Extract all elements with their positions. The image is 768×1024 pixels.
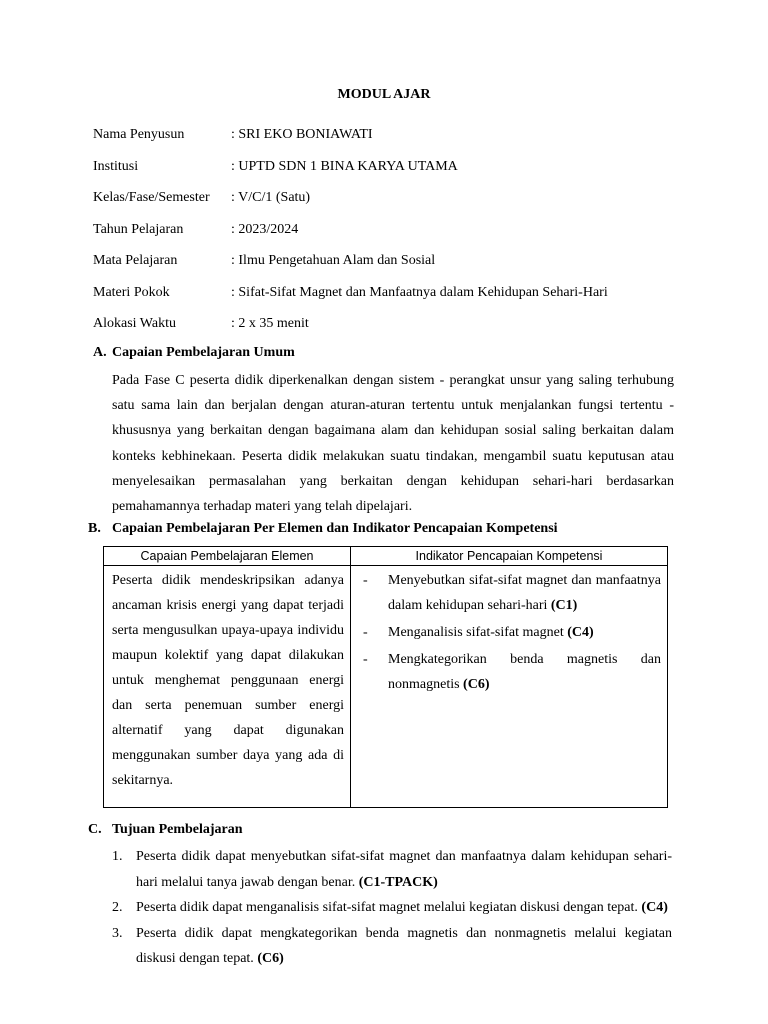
section-a-paragraph: Pada Fase C peserta didik diperkenalkan dengan sistem - perangkat unsur yang saling terhubung satu sama lain dan berjalan dengan aturan-aturan tertentu untuk menjalankan fungsi tertentu - khususnya yang berkaitan dengan bagaimana alam dan kehidupan sosial saling berkaitan dalam konteks kebhinekaan. Peserta didik melakukan suatu tindakan, mengambil suatu keputusan atau menyelesaikan permasalahan yang berkaitan dengan kehidupan sehari-hari berdasarkan pemahamannya terhadap materi yang telah dipelajari. — [112, 373, 674, 515]
indicator-text: Menganalisis sifat-sifat magnet — [388, 625, 564, 640]
goal-number: 1. — [112, 849, 123, 864]
info-value: : Sifat-Sifat Magnet dan Manfaatnya dalam Kehidupan Sehari-Hari — [231, 284, 608, 300]
list-item — [363, 647, 661, 697]
list-item — [112, 844, 672, 895]
section-title: Tujuan Pembelajaran — [112, 822, 243, 837]
indicator-code: (C4) — [567, 625, 594, 640]
info-label: Kelas/Fase/Semester — [93, 190, 210, 205]
section-letter: C. — [88, 822, 102, 837]
info-label: Tahun Pelajaran — [93, 221, 184, 237]
info-label: Alokasi Waktu — [93, 316, 176, 331]
indicator-code: (C1) — [550, 598, 578, 613]
indicator-text: Mengkategorikan benda magnetis dan nonmagnetis — [388, 652, 661, 692]
indicator-code: (C6) — [463, 677, 490, 692]
document-title: MODUL AJAR — [337, 87, 431, 102]
learning-goals-list — [112, 844, 672, 972]
element-description: Peserta didik mendeskripsikan adanya ancaman krisis energi yang dapat terjadi serta mengusulkan upaya-upaya individu maupun kolektif yang dapat dilakukan untuk menghemat penggunaan energi dan serta penemuan sumber energi alternatif yang dapat digunakan menggunakan sumber daya yang ada di sekitarnya. — [112, 573, 344, 788]
info-value: : UPTD SDN 1 BINA KARYA UTAMA — [231, 158, 458, 174]
info-label: Materi Pokok — [93, 284, 170, 300]
info-value: : 2023/2024 — [231, 221, 299, 237]
list-item — [363, 620, 661, 645]
section-title: Capaian Pembelajaran Per Elemen dan Indikator Pencapaian Kompetensi — [112, 521, 558, 536]
info-value: : V/C/1 (Satu) — [231, 190, 311, 205]
table-cell-indicators — [351, 566, 668, 808]
info-value: : SRI EKO BONIAWATI — [231, 127, 373, 142]
section-b-heading — [88, 521, 558, 537]
list-dash: - — [363, 625, 368, 640]
goal-number: 2. — [112, 900, 123, 915]
goal-text: Peserta didik dapat menganalisis sifat-sifat magnet melalui kegiatan diskusi dengan tepat. — [136, 900, 638, 915]
list-dash: - — [363, 573, 368, 588]
info-label: Institusi — [93, 158, 139, 174]
info-label: Nama Penyusun — [93, 127, 185, 142]
table-row — [104, 566, 668, 808]
table-header-row — [104, 547, 668, 566]
table-cell-element — [104, 566, 351, 808]
info-value: : Ilmu Pengetahuan Alam dan Sosial — [231, 253, 436, 268]
list-item — [363, 568, 661, 618]
section-title: Capaian Pembelajaran Umum — [112, 345, 295, 360]
goal-code: (C6) — [257, 951, 284, 966]
list-item — [112, 895, 672, 921]
goal-code: (C4) — [641, 900, 668, 915]
table-header-cell: Indikator Pencapaian Kompetensi — [351, 547, 668, 566]
section-c-heading — [88, 822, 243, 838]
goal-text: Peserta didik dapat menyebutkan sifat-sifat magnet dan manfaatnya dalam kehidupan sehari-hari melalui tanya jawab dengan benar. — [136, 849, 672, 890]
list-dash: - — [363, 652, 368, 667]
indicator-text: Menyebutkan sifat-sifat magnet dan manfaatnya dalam kehidupan sehari-hari — [388, 573, 661, 613]
section-letter: A. — [93, 345, 107, 360]
list-item — [112, 921, 672, 972]
info-value: : 2 x 35 menit — [231, 316, 309, 331]
table-header-cell: Capaian Pembelajaran Elemen — [104, 547, 351, 566]
section-letter: B. — [88, 521, 101, 536]
goal-text: Peserta didik dapat mengkategorikan benda magnetis dan nonmagnetis melalui kegiatan diskusi dengan tepat. — [136, 925, 672, 966]
indicator-list — [351, 566, 667, 697]
goal-number: 3. — [112, 925, 123, 941]
info-label: Mata Pelajaran — [93, 253, 178, 268]
goal-code: (C1-TPACK) — [358, 874, 438, 890]
section-a-heading — [93, 345, 295, 361]
competency-table — [103, 546, 668, 808]
